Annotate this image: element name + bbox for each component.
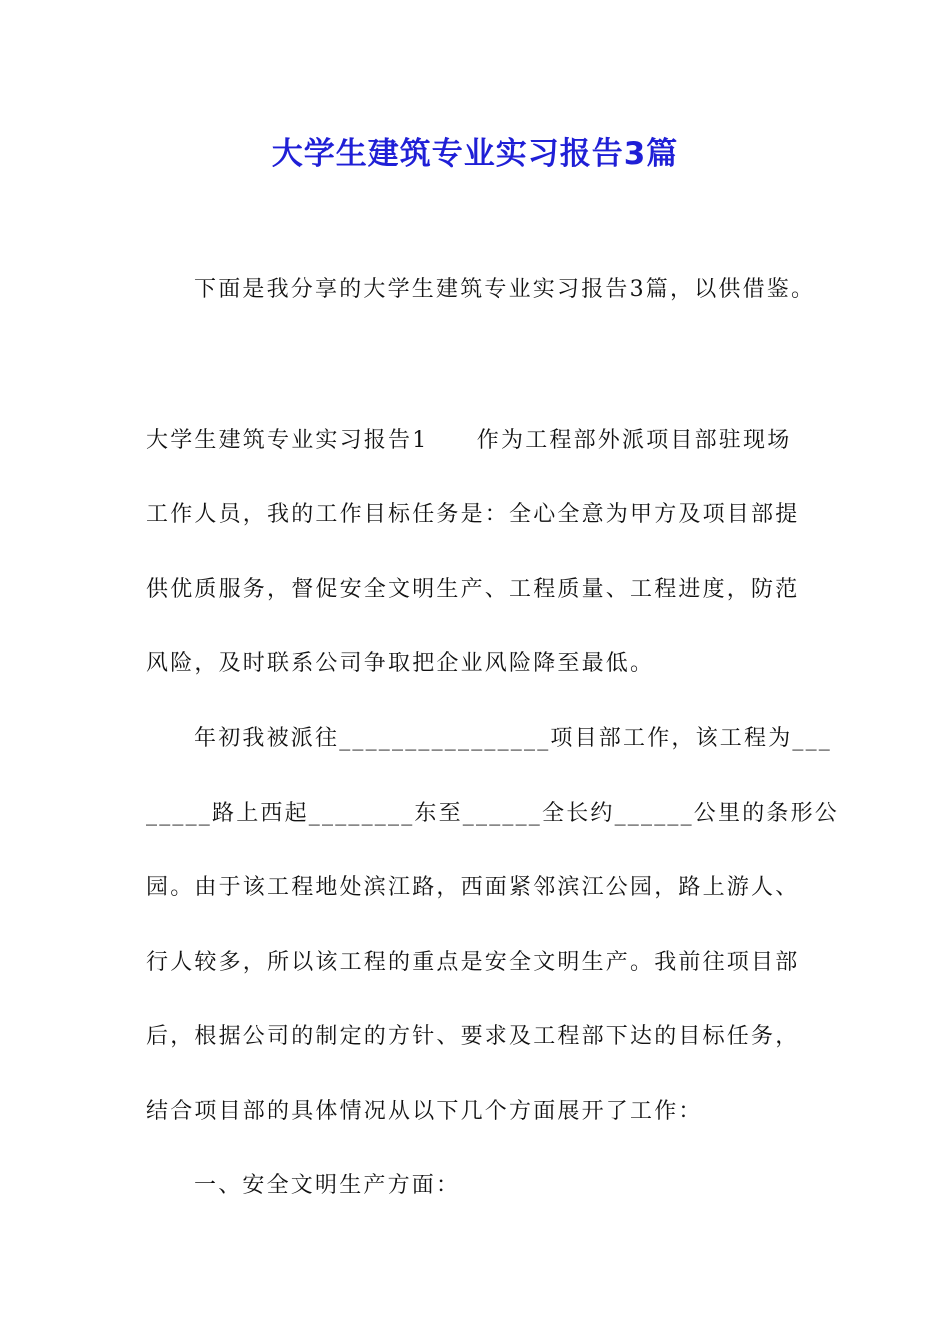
body-line-9: 后，根据公司的制定的方针、要求及工程部下达的目标任务， — [146, 1024, 800, 1049]
body-line-7: 园。由于该工程地处滨江路，西面紧邻滨江公园，路上游人、 — [146, 875, 800, 900]
body-line-4: 风险，及时联系公司争取把企业风险降至最低。 — [146, 651, 655, 676]
body-line-6: _____路上西起________东至______全长约______公里的条形公 — [146, 801, 840, 826]
section-heading: 一、安全文明生产方面： — [194, 1173, 461, 1198]
body-line-5: 年初我被派往________________项目部工作，该工程为___ — [194, 726, 833, 751]
body-line-1: 大学生建筑专业实习报告1 作为工程部外派项目部驻现场 — [146, 428, 792, 453]
body-line-3: 供优质服务，督促安全文明生产、工程质量、工程进度，防范 — [146, 577, 800, 602]
body-line-8: 行人较多，所以该工程的重点是安全文明生产。我前往项目部 — [146, 950, 800, 975]
intro-paragraph: 下面是我分享的大学生建筑专业实习报告3篇，以供借鉴。 — [194, 277, 816, 302]
document-title: 大学生建筑专业实习报告3篇 — [271, 136, 679, 172]
body-line-2: 工作人员，我的工作目标任务是：全心全意为甲方及项目部提 — [146, 502, 800, 527]
body-line-10: 结合项目部的具体情况从以下几个方面展开了工作： — [146, 1099, 703, 1124]
